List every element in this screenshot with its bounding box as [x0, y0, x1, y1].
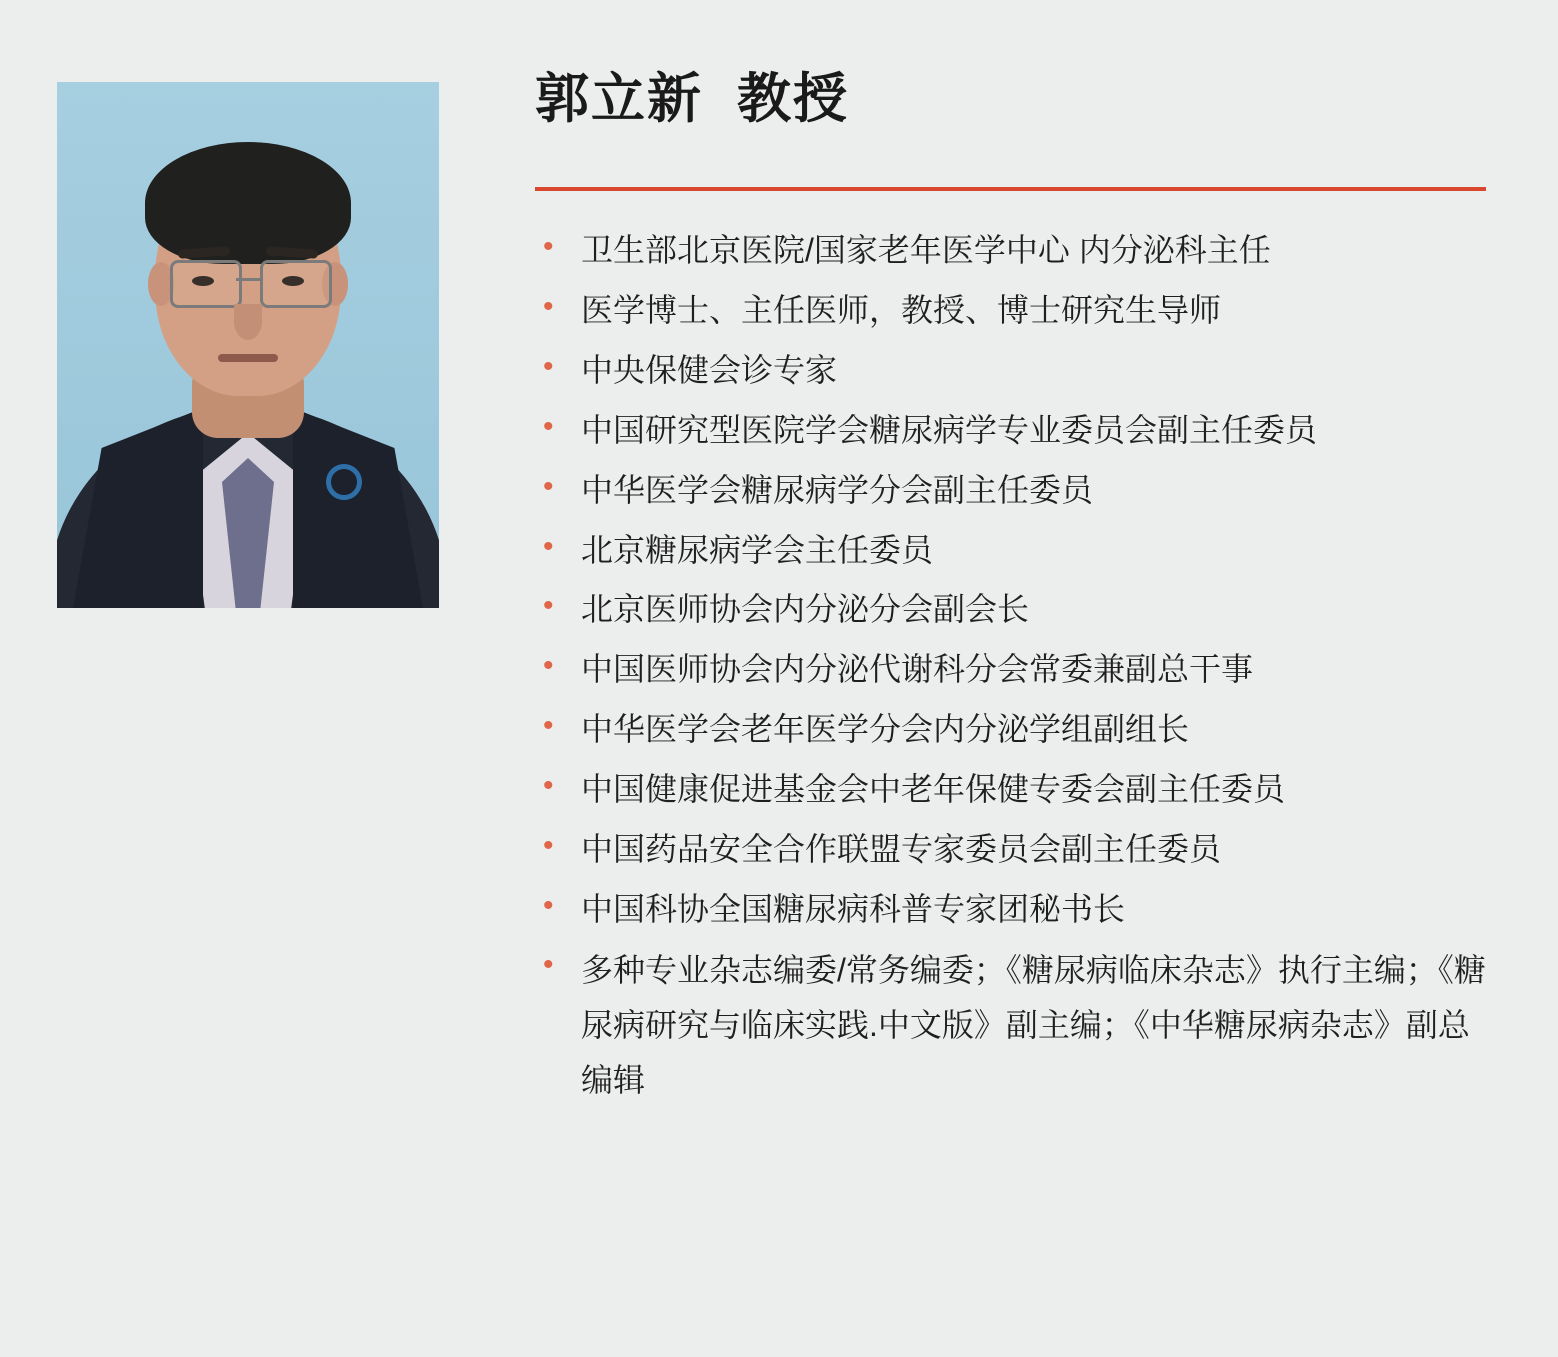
- glasses-left-lens-icon: [170, 260, 242, 308]
- list-item: • 中央保健会诊专家: [535, 345, 1495, 397]
- speaker-name-title: 郭立新 教授: [535, 69, 850, 129]
- nose-shape: [234, 304, 262, 340]
- list-item: • 卫生部北京医院/国家老年医学中心 内分泌科主任: [535, 225, 1495, 277]
- list-item: • 中国研究型医院学会糖尿病学专业委员会副主任委员: [535, 405, 1495, 457]
- list-item: • 多种专业杂志编委/常务编委；《糖尿病临床杂志》执行主编；《糖尿病研究与临床实践.中文版》副主编；《中华糖尿病杂志》副总编辑: [535, 943, 1495, 1108]
- credentials-list: [535, 225, 1495, 1108]
- lapel-pin-icon: [326, 464, 362, 500]
- speaker-info: [535, 70, 1495, 1124]
- glasses-bridge-icon: [236, 278, 260, 281]
- list-item: • 中国科协全国糖尿病科普专家团秘书长: [535, 884, 1495, 936]
- list-item: • 北京医师协会内分泌分会副会长: [535, 584, 1495, 636]
- accent-divider: [535, 187, 1486, 191]
- hair-shape: [145, 142, 351, 264]
- list-item: • 北京糖尿病学会主任委员: [535, 525, 1495, 577]
- list-item: • 中华医学会老年医学分会内分泌学组副组长: [535, 704, 1495, 756]
- list-item: • 医学博士、主任医师，教授、博士研究生导师: [535, 285, 1495, 337]
- mouth-shape: [218, 354, 278, 362]
- list-item: • 中国药品安全合作联盟专家委员会副主任委员: [535, 824, 1495, 876]
- lapel-right-shape: [293, 408, 423, 608]
- list-item: • 中国医师协会内分泌代谢科分会常委兼副总干事: [535, 644, 1495, 696]
- speaker-photo: [57, 82, 439, 608]
- list-item: • 中国健康促进基金会中老年保健专委会副主任委员: [535, 764, 1495, 816]
- glasses-right-lens-icon: [260, 260, 332, 308]
- list-item: • 中华医学会糖尿病学分会副主任委员: [535, 465, 1495, 517]
- portrait-illustration: [57, 82, 439, 608]
- lapel-left-shape: [73, 408, 203, 608]
